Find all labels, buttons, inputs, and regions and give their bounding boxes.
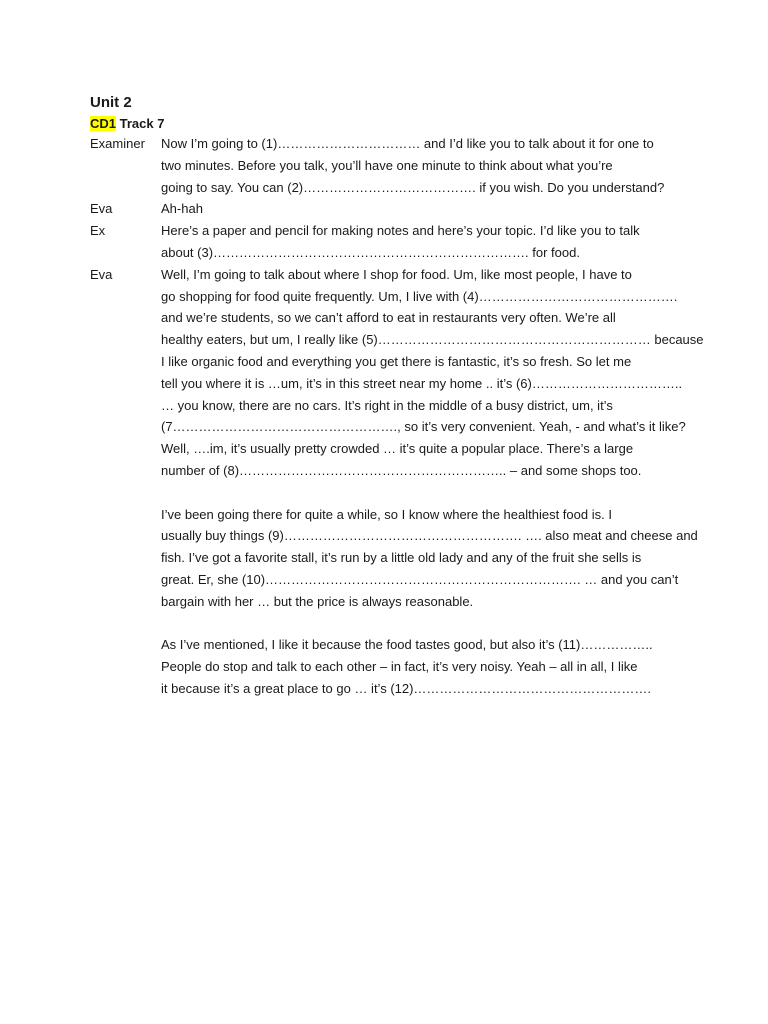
paragraph-gap: [161, 613, 681, 635]
speech-line: two minutes. Before you talk, you’ll have one minute to think about what you’re: [161, 157, 613, 173]
transcript: [90, 133, 704, 700]
transcript-entry: [90, 220, 690, 264]
speech-line: Here’s a paper and pencil for making notes and here’s your topic. I’d like you to talk: [161, 223, 640, 239]
speech-line: Well, I’m going to talk about where I shop for food. Um, like most people, I have to: [161, 266, 632, 282]
speech-text: [161, 264, 704, 700]
speech-line: number of (8)…………………………………………………….. – and some shops too.: [161, 462, 642, 478]
speech-line: about (3)………………………………………………………………. for food.: [161, 244, 580, 260]
speech-line: fish. I’ve got a favorite stall, it’s run by a little old lady and any of the fruit she sells is: [161, 550, 642, 566]
paragraph-gap: [161, 482, 681, 504]
speaker-label: Eva: [90, 201, 113, 217]
transcript-entry: [90, 198, 690, 220]
speech-text: [161, 133, 681, 198]
speech-line: great. Er, she (10)………………………………………………………………. … and you can’t: [161, 571, 679, 587]
track-heading: [90, 114, 164, 134]
speech-line: I’ve been going there for quite a while, so I know where the healthiest food is. I: [161, 506, 612, 522]
speaker-label: Examiner: [90, 136, 145, 151]
speaker-label: Ex: [90, 223, 106, 239]
track-label: Track 7: [119, 116, 165, 131]
speech-line: going to say. You can (2)…………………………………. if you wish. Do you understand?: [161, 179, 665, 195]
speech-line: go shopping for food quite frequently. Um, I live with (4)……………………………………….: [161, 288, 678, 304]
transcript-entry: [90, 133, 690, 198]
speech-line: Ah-hah: [161, 201, 203, 217]
speech-text: [161, 220, 681, 264]
speech-text: [161, 198, 681, 220]
speech-line: Now I’m going to (1)…………………………… and I’d like you to talk about it for one to: [161, 136, 654, 151]
speech-line: and we’re students, so we can’t afford to eat in restaurants very often. We’re all: [161, 310, 616, 326]
speech-line: … you know, there are no cars. It’s right in the middle of a busy district, um, it’s: [161, 397, 613, 413]
speaker-label: Eva: [90, 266, 113, 282]
speech-line: bargain with her … but the price is always reasonable.: [161, 593, 474, 609]
cd-label: CD1: [90, 116, 117, 131]
speech-line: healthy eaters, but um, I really like (5)……………………………………………………… because: [161, 332, 704, 348]
speech-line: I like organic food and everything you get there is fantastic, it’s so fresh. So let me: [161, 353, 632, 369]
speech-line: As I’ve mentioned, I like it because the food tastes good, but also it’s (11)……………..: [161, 637, 653, 653]
speech-line: usually buy things (9)………………………………………………. …. also meat and cheese and: [161, 528, 698, 544]
speech-line: People do stop and talk to each other – in fact, it’s very noisy. Yeah – all in all, I like: [161, 659, 638, 675]
speech-line: (7……………………………………………., so it’s very convenient. Yeah, - and what’s it like?: [161, 419, 686, 435]
unit-title: Unit 2: [90, 94, 132, 111]
speech-line: Well, ….im, it’s usually pretty crowded … it’s quite a popular place. There’s a large: [161, 441, 634, 457]
speech-line: it because it’s a great place to go … it’s (12)……………………………………………….: [161, 680, 652, 696]
speech-line: tell you where it is …um, it’s in this street near my home .. it’s (6)……………………………..: [161, 375, 683, 391]
transcript-entry: [90, 264, 704, 700]
